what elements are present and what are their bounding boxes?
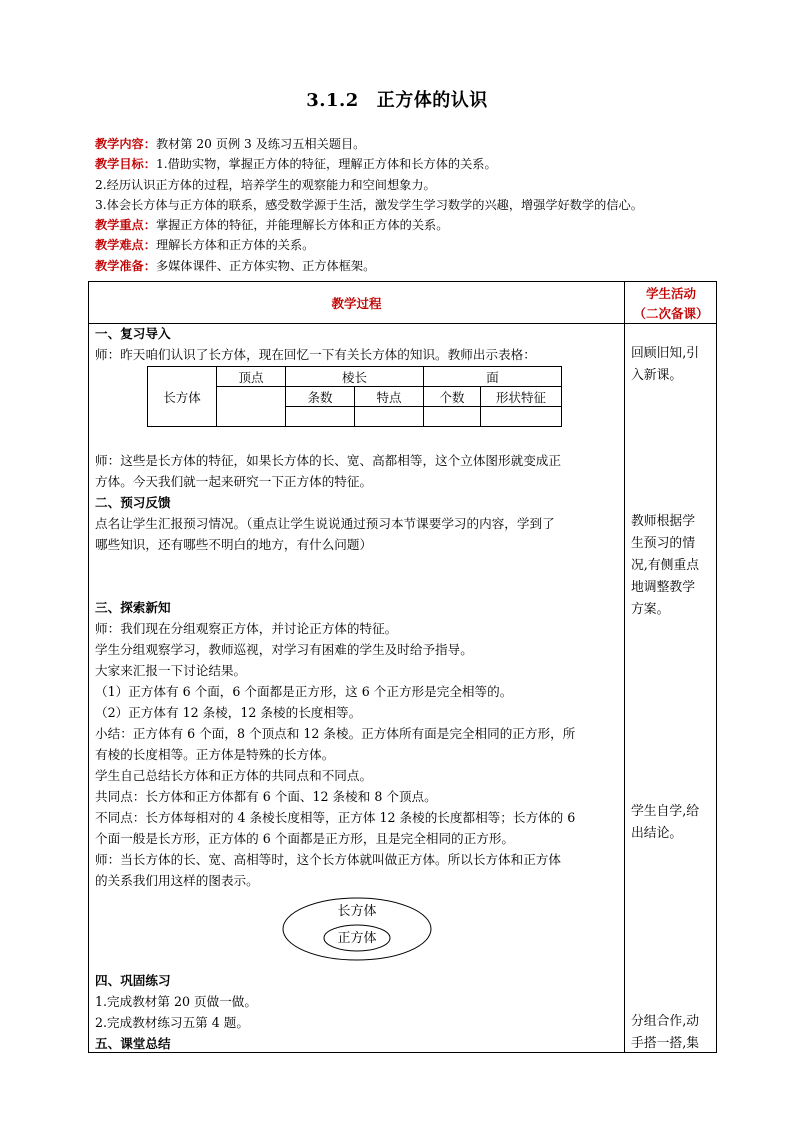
paragraph: 大家来汇报一下讨论结果。: [95, 663, 247, 678]
section-review-cont: [95, 450, 625, 492]
paragraph: 1.完成教材第 20 页做一做。: [95, 994, 257, 1009]
paragraph: 有棱的长度相等。正方体是特殊的长方体。: [95, 747, 335, 762]
vertex-cell: [217, 387, 286, 427]
paragraph: 2.完成教材练习五第 4 题。: [95, 1015, 249, 1030]
paragraph: 师：当长方体的长、宽、高相等时，这个长方体就叫做正方体。所以长方体和正方体: [95, 852, 561, 867]
paragraph: 共同点：长方体和正方体都有 6 个面、12 条棱和 8 个顶点。: [95, 789, 437, 804]
side-note-preview: 教师根据学 生预习的情 况,有侧重点 地调整教学 方案。: [631, 514, 700, 617]
sub-header: 特点: [355, 387, 424, 407]
section-review: [95, 323, 625, 365]
section-heading: 三、探索新知: [95, 600, 171, 615]
section-heading: 二、预习反馈: [95, 495, 171, 510]
lesson-meta: [95, 134, 715, 276]
empty-cell: [424, 407, 481, 427]
empty-cell: [286, 407, 355, 427]
header-process: 教学过程: [331, 296, 382, 311]
meta-goal-3: 3.体会长方体与正方体的联系，感受数学源于生活，激发学生学习数学的兴趣，增强学好数学的信心。: [95, 197, 643, 212]
section-explore: [95, 597, 625, 891]
meta-goal-2: 2.经历认识正方体的过程，培养学生的观察能力和空间想象力。: [95, 177, 436, 192]
empty-cell: [481, 407, 562, 427]
paragraph: （2）正方体有 12 条棱，12 条棱的长度相等。: [95, 705, 362, 720]
col-face: 面: [424, 367, 562, 387]
sub-header: 形状特征: [481, 387, 562, 407]
side-note-explore: 学生自学,给 出结论。: [631, 804, 700, 841]
section-number: 3.1.2: [306, 90, 359, 111]
meta-key-point: 教学重点：掌握正方体的特征，并能理解长方体和正方体的关系。: [95, 218, 449, 233]
section-heading: 五、课堂总结: [95, 1036, 171, 1051]
section-preview: [95, 492, 625, 555]
side-note-review: 回顾旧知,引 入新课。: [631, 346, 700, 383]
section-heading: 一、复习导入: [95, 326, 171, 341]
section-heading: 四、巩固练习: [95, 973, 171, 988]
col-vertex: 顶点: [217, 367, 286, 387]
paragraph: 个面一般是长方形，正方体的 6 个面都是正方形，且是完全相同的正方形。: [95, 831, 515, 846]
paragraph: 方体。今天我们就一起来研究一下正方体的特征。: [95, 474, 373, 489]
sub-header: 条数: [286, 387, 355, 407]
paragraph: 不同点：长方体每相对的 4 条棱长度相等，正方体 12 条棱的长度都相等；长方体的 6: [95, 810, 576, 825]
col-edge: 棱长: [286, 367, 424, 387]
title-text: 正方体的认识: [376, 90, 488, 111]
empty-cell: [355, 407, 424, 427]
paragraph: 学生分组观察学习，教师巡视，对学习有困难的学生及时给予指导。: [95, 642, 473, 657]
meta-goal: 教学目标：1.借助实物，掌握正方体的特征，理解正方体和长方体的关系。: [95, 157, 497, 172]
meta-difficulty: 教学难点：理解长方体和正方体的关系。: [95, 238, 315, 253]
venn-outer-label: 长方体: [337, 904, 377, 919]
paragraph: （1）正方体有 6 个面，6 个面都是正方形，这 6 个正方形是完全相等的。: [95, 684, 513, 699]
row-label: 长方体: [148, 367, 217, 427]
side-note-practice: 分组合作,动 手搭一搭,集: [631, 1014, 700, 1051]
meta-content: 教学内容：教材第 20 页例 3 及练习五相关题目。: [95, 137, 366, 151]
paragraph: 师：昨天咱们认识了长方体，现在回忆一下有关长方体的知识。教师出示表格：: [95, 347, 536, 362]
paragraph: 学生自己总结长方体和正方体的共同点和不同点。: [95, 768, 373, 783]
paragraph: 师：这些是长方体的特征，如果长方体的长、宽、高都相等，这个立体图形就变成正: [95, 453, 561, 468]
meta-preparation: 教学准备：多媒体课件、正方体实物、正方体框架。: [95, 258, 376, 273]
venn-diagram: [282, 897, 432, 961]
paragraph: 点名让学生汇报预习情况。（重点让学生说说通过预习本节课要学习的内容，学到了: [95, 516, 555, 531]
sub-header: 个数: [424, 387, 481, 407]
header-activity: 学生活动 （二次备课）: [633, 286, 709, 321]
paragraph: 小结：正方体有 6 个面，8 个顶点和 12 条棱。正方体所有面是完全相同的正方形，所: [95, 726, 576, 741]
section-practice: [95, 970, 625, 1054]
paragraph: 哪些知识，还有哪些不明白的地方，有什么问题）: [95, 537, 373, 552]
paragraph: 的关系我们用这样的图表示。: [95, 873, 259, 888]
venn-inner-label: 正方体: [337, 931, 377, 946]
page-title: [0, 86, 794, 112]
review-table: [147, 366, 562, 427]
paragraph: 师：我们现在分组观察正方体，并讨论正方体的特征。: [95, 621, 398, 636]
